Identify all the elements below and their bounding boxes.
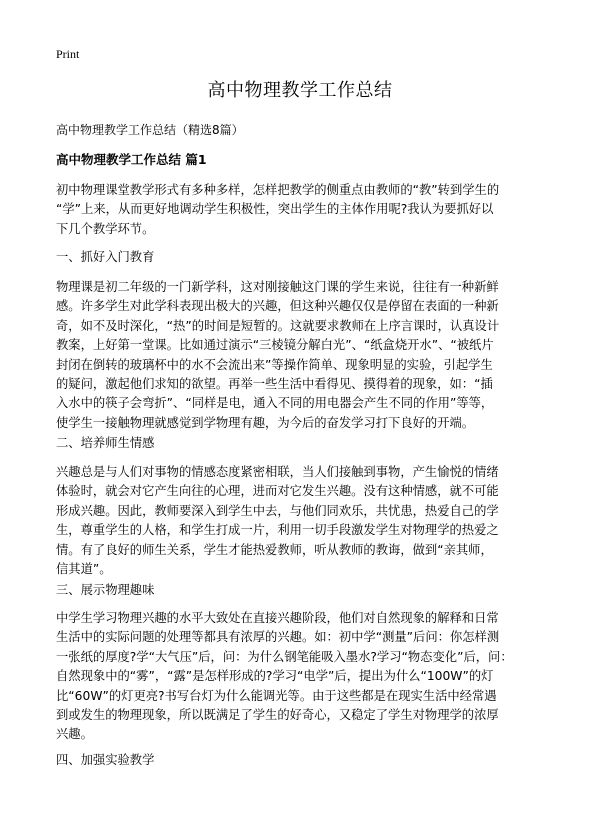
paragraph-line: 教案，上好第一堂课。比如通过演示“三棱镜分解白光”、“纸盒烧开水”、“被纸片 [56,338,494,353]
print-link[interactable]: Print [56,47,80,61]
intro-line: 下几个教学环节。 [56,221,155,236]
paragraph-3 [56,609,546,745]
paragraph-line: 中学生学习物理兴趣的水平大致处在直接兴趣阶段，他们对自然现象的解释和日常 [56,611,499,625]
section-title: 高中物理教学工作总结 篇1 [56,152,207,167]
paragraph-2 [56,463,546,579]
paragraph-line: 一张纸的厚度?学“大气压”后，问：为什么钢笔能吸入墨水?学习“物态变化”后，问： [56,649,513,664]
heading-3: 三、展示物理趣味 [56,583,155,597]
paragraph-line: 比“60W”的灯更亮?书写台灯为什么能调光等。由于这些都是在现实生活中经常遇 [56,688,497,703]
paragraph-line: 生活中的实际问题的处理等都具有浓厚的兴趣。如：初中学“测量”后问：你怎样测 [56,630,500,645]
paragraph-line: 入水中的筷子会弯折”、“同样是电，通入不同的用电器会产生不同的作用”等等， [56,396,494,411]
paragraph-line: 自然现象中的“雾”，“露”是怎样形成的?学习“电学”后，提出为什么“100W”的灯 [56,669,494,684]
intro-paragraph [56,181,546,239]
paragraph-line: 物理课是初二年级的一门新学科，这对刚接触这门课的学生来说，往往有一种新鲜 [56,280,499,294]
paragraph-line: 的疑问，激起他们求知的欲望。再举一些生活中看得见、摸得着的现象，如：“插 [56,377,493,392]
heading-4: 四、加强实验教学 [56,753,155,767]
paragraph-line: 情。有了良好的师生关系，学生才能热爱教师，听从教师的教诲，做到“亲其师， [56,542,493,557]
paragraph-line: 奇，如不及时深化，“热”的时间是短暂的。这就要求教师在上序言课时，认真设计 [56,318,500,333]
paragraph-line: 到或发生的物理现象，所以既满足了学生的好奇心，又稳定了学生对物理学的浓厚 [56,708,499,723]
paragraph-line: 封闭在倒转的玻璃杯中的水不会流出来”等操作简单、现象明显的实验，引起学生 [56,357,493,372]
paragraph-line: 生，尊重学生的人格，和学生打成一片，利用一切手段激发学生对物理学的热爱之 [56,523,499,538]
paragraph-line: 信其道”。 [56,562,112,577]
paragraph-line: 感。许多学生对此学科表现出极大的兴趣，但这种兴趣仅仅是停留在表面的一种新 [56,299,499,314]
paragraph-line: 兴趣总是与人们对事物的情感态度紧密相联，当人们接触到事物，产生愉悦的情绪 [56,465,499,479]
paragraph-line: 体验时，就会对它产生向往的心理，进而对它发生兴趣。没有这种情感，就不可能 [56,484,499,499]
paragraph-line: 形成兴趣。因此，教师要深入到学生中去，与他们同欢乐，共忧患，热爱自己的学 [56,503,499,518]
intro-line: “学”上来，从而更好地调动学生积极性，突出学生的主体作用呢?我认为要抓好以 [56,202,494,217]
paragraph-line: 使学生一接触物理就感觉到学物理有趣，为今后的奋发学习打下良好的开端。 [56,415,475,430]
document-subtitle: 高中物理教学工作总结（精选8篇） [56,123,244,137]
paragraph-line: 兴趣。 [56,727,93,742]
intro-line: 初中物理课堂教学形式有多种多样，怎样把教学的侧重点由教师的“教”转到学生的 [56,183,500,197]
heading-1: 一、抓好入门教育 [56,250,155,264]
document-title: 高中物理教学工作总结 [207,80,393,101]
paragraph-1 [56,278,546,433]
heading-2: 二、培养师生情感 [56,436,155,450]
